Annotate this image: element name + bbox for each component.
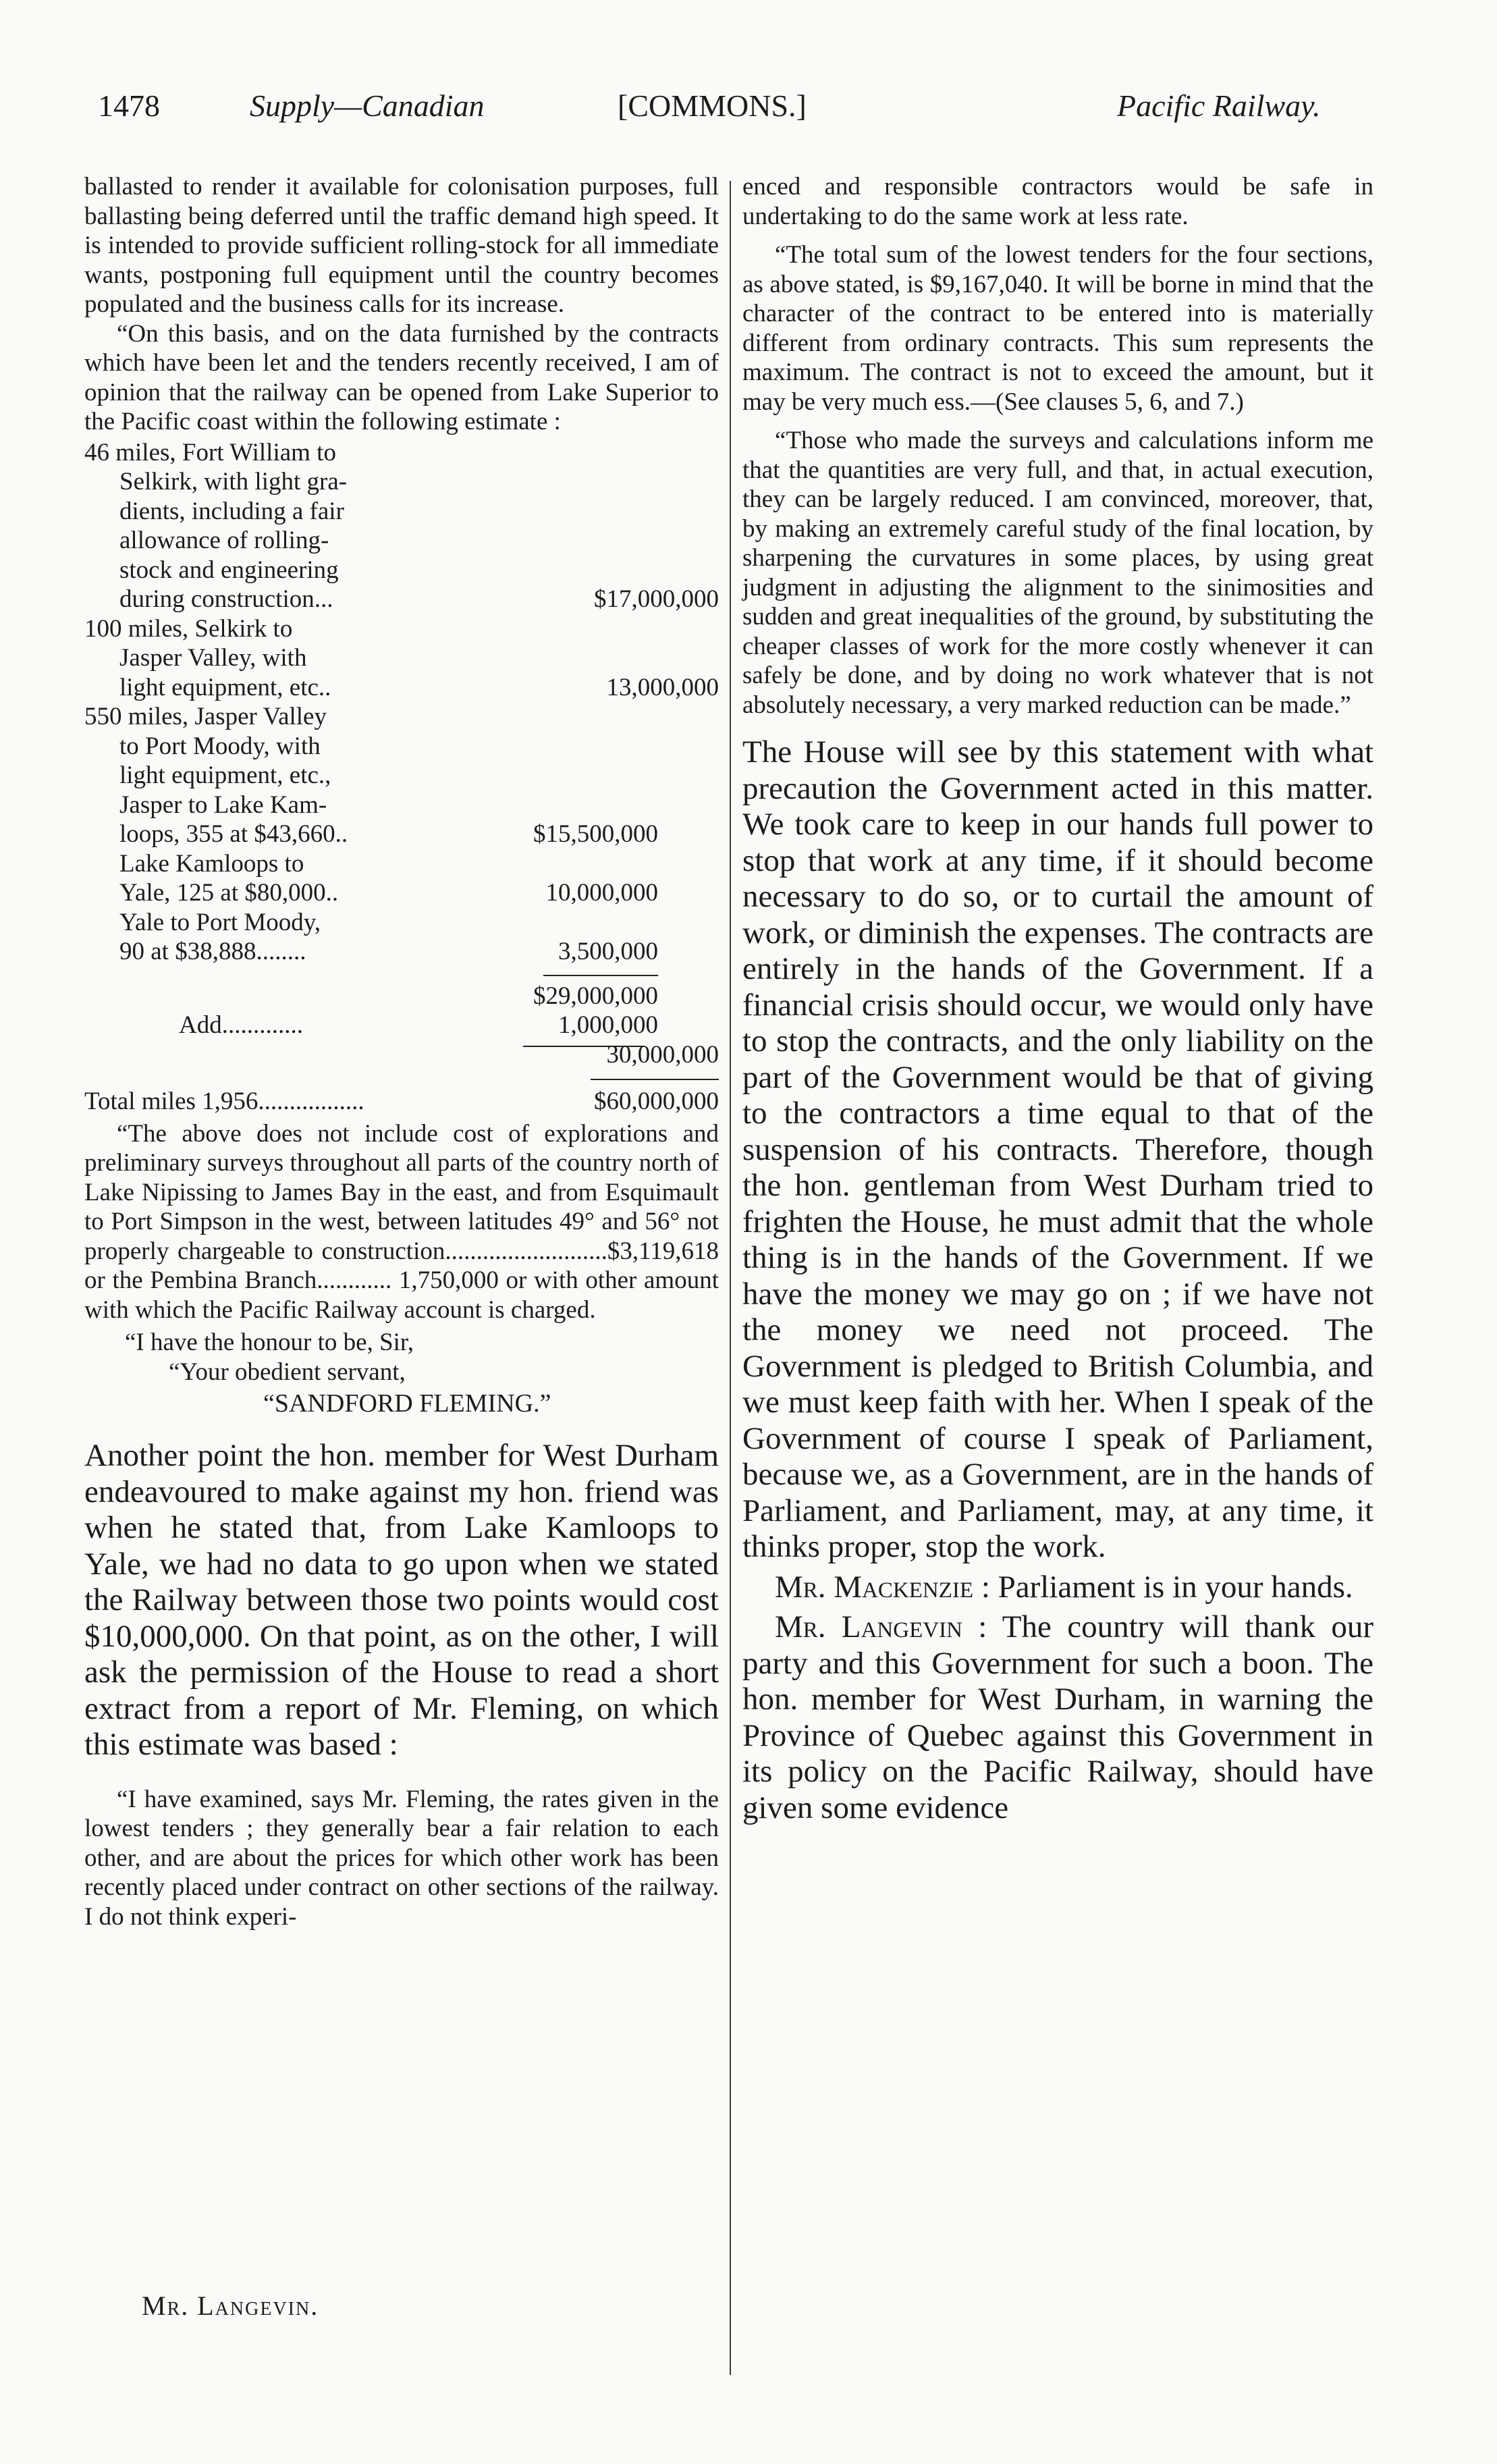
estimate-sub-amount: 10,000,000 <box>545 879 658 907</box>
signoff-line-2: “Your obedient servant, <box>169 1358 406 1386</box>
left-paragraph-1: ballasted to render it available for colonisation purposes, full ballasting being deferred until the traffic demand high speed. It is intended to provide sufficient rolling-stock for all immediate wants, postponing full equipment until the country becomes populated and the business calls for its increase. <box>84 173 719 318</box>
left-paragraph-2: “On this basis, and on the data furnished by the contracts which have been let and the tenders recently received, I am of opinion that the railway can be opened from Lake Superior to the Pacific coast within the following estimate : <box>84 319 719 435</box>
left-paragraph-5: “I have examined, says Mr. Fleming, the rates given in the lowest tenders ; they generally bear a fair relation to each other, and are about the prices for which other work has been recently placed under contract on other sections of the railway. I do not think experi- <box>84 1785 719 1931</box>
estimate-sub-amount: $15,500,000 <box>533 820 658 848</box>
add-label: Add............. <box>179 1011 303 1039</box>
estimate-item-2: 100 miles, Selkirk to Jasper Valley, with light equipment, etc.. 13,000,000 <box>84 614 719 701</box>
right-paragraph-3: “Those who made the surveys and calculations inform me that the quantities are very full, and that, in actual execution, they can be largely reduced. I am convinced, moreover, that, by making an extremely careful study of the final location, by sharpening the curvatures in some places, by using great judgment in adjusting the alignment to the sinimosities and sudden and great inequalities of the ground, by substituting the cheaper classes of work for the more costly whenever it can safely be done, and by doing no work whatever that is not absolutely necessary, a very marked reduction can be made.” <box>742 427 1373 719</box>
right-paragraph-1: enced and responsible contractors would be safe in undertaking to do the same work at less rate. <box>742 173 1373 230</box>
left-column <box>84 172 719 1931</box>
footer-speaker: Mr. Langevin. <box>142 2291 319 2321</box>
speaker-name: Mr. Langevin <box>775 1609 962 1644</box>
column-divider <box>730 181 731 2375</box>
estimate-amount: 13,000,000 <box>606 673 719 701</box>
right-paragraph-5: Mr. Mackenzie : Parliament is in your hands. <box>775 1569 1353 1605</box>
left-paragraph-4: Another point the hon. member for West Durham endeavoured to make against my hon. friend was when he stated that, from Lake Kamloops to Yale, we had no data to go upon when we stated the Railway between those two points would cost $10,000,000. On that point, as on the other, I will ask the permission of the House to read a short extract from a report of Mr. Fleming, on which this estimate was based : <box>84 1438 719 1762</box>
estimate-table <box>84 438 719 1117</box>
estimate-subtotal: $29,000,000 <box>533 982 658 1010</box>
signoff-name: “SANDFORD FLEMING.” <box>263 1389 551 1418</box>
running-title-left: Supply—Canadian <box>250 88 485 123</box>
estimate-item-1: 46 miles, Fort William to Selkirk, with light gra- dients, including a fair allowance of rolling- stock and engineering during construction... $17,000,000 <box>84 438 719 613</box>
total-rule <box>591 1079 719 1080</box>
signoff-line-1: “I have the honour to be, Sir, <box>125 1329 414 1356</box>
right-paragraph-4: The House will see by this statement with what precaution the Government acted in this matter. We took care to keep in our hands full power to stop that work at any time, if it should become necessary to do so, or to curtail the amount of work, or diminish the expenses. The contracts are entirely in the hands of the Government. If a financial crisis should occur, we would only have to stop the contracts, and the only liability on the part of the Government would be that of giving to the contractors a time equal to that of the suspension of his contracts. Therefore, though the hon. gentleman from West Durham tried to frighten the House, he must admit that the whole thing is in the hands of the Government. If we have the money we may go on ; if we have not the money we need not proceed. The Government is pledged to British Columbia, and we must keep faith with her. When I speak of the Government of course I speak of Parliament, because we, as a Government, are in the hands of Parliament, and Parliament, may, at any time, it thinks proper, stop the work. <box>742 734 1373 1564</box>
page-number: 1478 <box>98 88 160 123</box>
left-paragraph-3: “The above does not include cost of explorations and preliminary surveys throughout all parts of the country north of Lake Nipissing to James Bay in the east, and from Esquimault to Port Simpson in the west, between latitudes 49° and 56° not properly chargeable to construction..........................$3,119,618 or the Pembina Branch............ 1,750,000 or with other amount with which the Pacific Railway account is charged. <box>84 1119 719 1324</box>
speaker-name: Mr. Mackenzie <box>775 1569 974 1605</box>
total-amount: $60,000,000 <box>594 1088 719 1115</box>
add-amount: 1,000,000 <box>558 1011 658 1039</box>
subtotal-rule <box>543 975 658 976</box>
estimate-item3-total: 30,000,000 <box>606 1040 719 1069</box>
estimate-item-3b: Lake Kamloops to Yale, 125 at $80,000.. 10,000,000 <box>119 849 658 907</box>
estimate-amount: $17,000,000 <box>594 585 719 613</box>
estimate-sub-amount: 3,500,000 <box>558 938 658 965</box>
right-paragraph-2: “The total sum of the lowest tenders for the four sections, as above stated, is $9,167,040. It will be borne in mind that the character of the contract to be entered into is materially different from ordinary contracts. This sum represents the maximum. The contract is not to exceed the amount, but it may be very much ess.—(See clauses 5, 6, and 7.) <box>742 241 1373 416</box>
estimate-item-3c: Yale to Port Moody, 90 at $38,888........ 3,500,000 <box>119 908 658 965</box>
right-column <box>742 172 1373 1826</box>
right-paragraph-6: Mr. Langevin : The country will thank our party and this Government for such a boon. The hon. member for West Durham, in warning the Province of Quebec against this Government in its policy on the Pacific Railway, should have given some evidence <box>742 1609 1373 1825</box>
total-label: Total miles 1,956................. <box>84 1088 364 1115</box>
running-title-right: Pacific Railway. <box>1117 88 1321 123</box>
page-header <box>81 88 1404 135</box>
estimate-item-3: 550 miles, Jasper Valley to Port Moody, with light equipment, etc., Jasper to Lake Kam- loops, 355 at $43,660.. $15,500,000 <box>84 703 658 848</box>
running-title-center: [COMMONS.] <box>618 88 807 123</box>
